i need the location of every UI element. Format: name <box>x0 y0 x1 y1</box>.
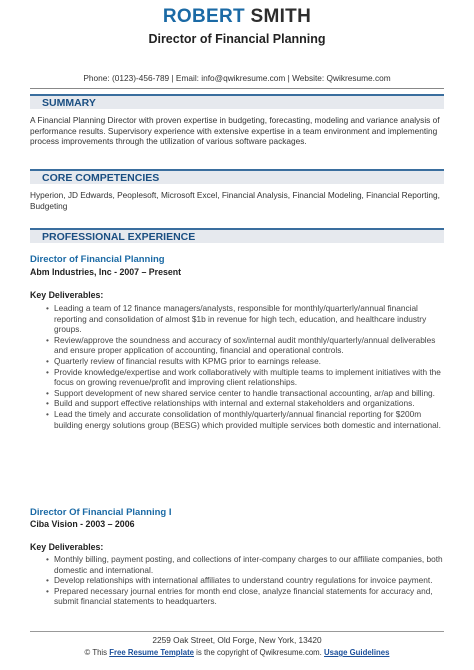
list-item: • Provide knowledge/expertise and work collaboratively with multiple teams to implement initiatives with the focus on growing revenue/profit and improving client relationships. <box>46 367 444 388</box>
candidate-name <box>0 6 474 28</box>
list-item: • Quarterly review of financial results with KPMG prior to earnings release. <box>46 356 444 367</box>
job-1-title: Director of Financial Planning <box>30 254 165 265</box>
competencies-text: Hyperion, JD Edwards, Peoplesoft, Microsoft Excel, Financial Analysis, Financial Modeling, Financial Reporting, Budgeting <box>30 190 440 211</box>
competencies-heading: CORE COMPETENCIES <box>30 169 444 184</box>
job-1-bullets <box>30 303 444 430</box>
job-2-company: Ciba Vision - 2003 – 2006 <box>30 519 135 529</box>
job-2-deliverables-label: Key Deliverables: <box>30 542 104 552</box>
free-resume-template-link[interactable]: Free Resume Template <box>109 648 195 657</box>
job-1-company: Abm Industries, Inc - 2007 – Present <box>30 267 182 277</box>
summary-text: A Financial Planning Director with proven expertise in budgeting, forecasting, modeling and variance analysis of performance results. Supervisory experience with extensive expertise in a team environment and implementing process improvements through the utilization of various software packages. <box>30 115 440 147</box>
job-title: Director of Financial Planning <box>148 32 326 46</box>
list-item: • Monthly billing, payment posting, and collections of inter-company charges to our affiliate companies, both domestic and international. <box>46 554 444 575</box>
contact-line: Phone: (0123)-456-789 | Email: info@qwikresume.com | Website: Qwikresume.com <box>83 73 391 83</box>
job-2-title: Director Of Financial Planning I <box>30 507 172 518</box>
footer-divider <box>30 631 444 632</box>
header-divider <box>30 88 444 89</box>
copyright-prefix: © This <box>84 648 110 657</box>
usage-guidelines-link[interactable]: Usage Guidelines <box>324 648 390 657</box>
list-item: • Develop relationships with international affiliates to understand country regulations for invoice payment. <box>46 575 444 586</box>
job-2-bullets <box>30 554 444 607</box>
list-item: • Lead the timely and accurate consolidation of monthly/quarterly/annual financial reporting for $200m building energy solutions group (BESG) which provided multiple services both domestic and international. <box>46 409 444 430</box>
copyright-middle: is the copyright of Qwikresume.com. <box>194 648 325 657</box>
footer-address: 2259 Oak Street, Old Forge, New York, 13420 <box>152 635 322 645</box>
list-item: • Review/approve the soundness and accuracy of sox/internal audit monthly/quarterly/annual deliverables and ensure proper application of accounting, financial and operational controls. <box>46 335 444 356</box>
experience-heading: PROFESSIONAL EXPERIENCE <box>30 228 444 243</box>
job-1-deliverables-label: Key Deliverables: <box>30 290 104 300</box>
footer-copyright <box>0 648 474 657</box>
list-item: • Build and support effective relationships with internal and external stakeholders and organizations. <box>46 398 444 409</box>
list-item: • Support development of new shared service center to handle transactional accounting, ar/ap and billing. <box>46 388 444 399</box>
summary-heading: SUMMARY <box>30 94 444 109</box>
list-item: • Prepared necessary journal entries for month end close, analyze financial statements for accuracy and, submit financial statements to headquarters. <box>46 586 444 607</box>
list-item: • Leading a team of 12 finance managers/analysts, responsible for monthly/quarterly/annual financial reporting and consolidation of almost $1b in revenue for high tech, education, and healthcare industry groups. <box>46 303 444 335</box>
last-name: SMITH <box>250 6 312 27</box>
first-name: ROBERT <box>162 6 245 27</box>
